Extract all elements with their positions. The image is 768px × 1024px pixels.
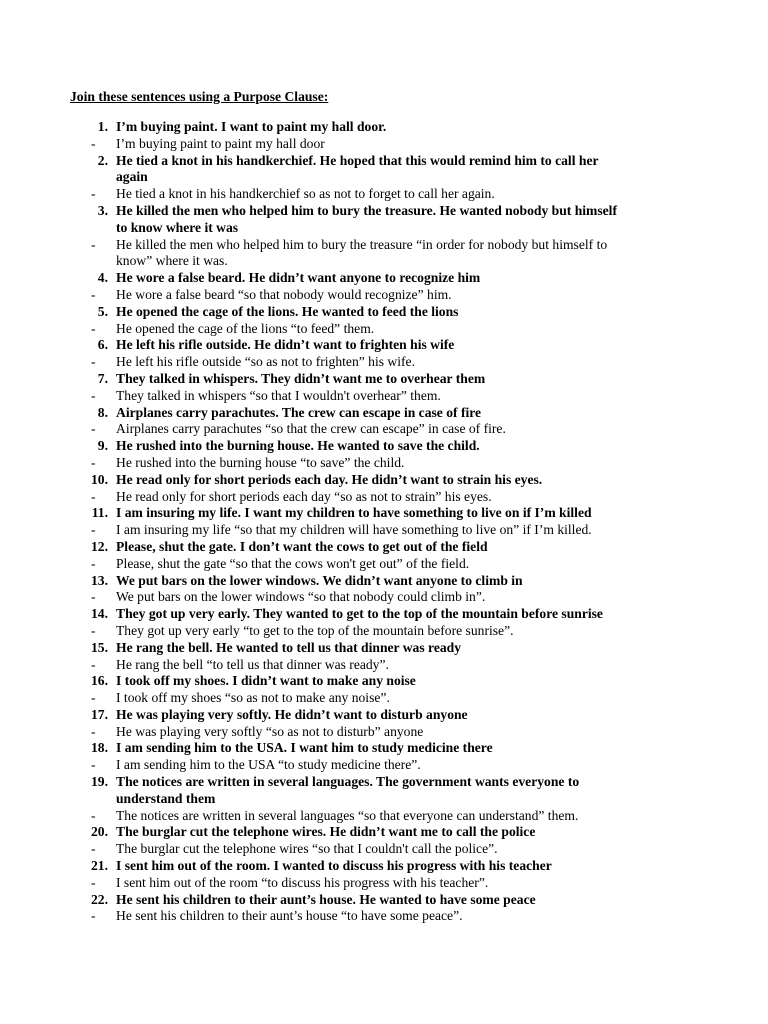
item-number: 20. bbox=[91, 824, 108, 840]
answer-text: He wore a false beard “so that nobody would recognize” him. bbox=[116, 286, 452, 302]
question-line bbox=[0, 220, 768, 237]
item-number: 5. bbox=[97, 303, 108, 319]
question-text: We put bars on the lower windows. We didn’t want anyone to climb in bbox=[116, 572, 523, 588]
answer-line bbox=[0, 724, 768, 741]
item-number: 21. bbox=[91, 858, 108, 874]
question-line bbox=[0, 539, 768, 556]
item-number: 10. bbox=[91, 471, 108, 487]
answer-dash: - bbox=[91, 656, 96, 672]
question-text: Please, shut the gate. I don’t want the cows to get out of the field bbox=[116, 538, 488, 554]
item-number: 12. bbox=[91, 538, 108, 554]
question-line bbox=[0, 169, 768, 186]
question-text: He killed the men who helped him to bury the treasure. He wanted nobody but himself bbox=[116, 202, 617, 218]
answer-dash: - bbox=[91, 186, 96, 202]
question-text: I sent him out of the room. I wanted to discuss his progress with his teacher bbox=[116, 858, 552, 874]
item-number: 17. bbox=[91, 706, 108, 722]
question-text: He left his rifle outside. He didn’t want to frighten his wife bbox=[116, 337, 455, 353]
question-line bbox=[0, 824, 768, 841]
answer-text: We put bars on the lower windows “so that nobody could climb in”. bbox=[116, 589, 486, 605]
answer-dash: - bbox=[91, 522, 96, 538]
answer-line bbox=[0, 623, 768, 640]
item-number: 1. bbox=[97, 119, 108, 134]
answer-dash: - bbox=[91, 555, 96, 571]
answer-dash: - bbox=[91, 421, 96, 437]
question-line bbox=[0, 892, 768, 909]
answer-text: Please, shut the gate “so that the cows won't get out” of the field. bbox=[116, 555, 470, 571]
question-line bbox=[0, 707, 768, 724]
item-number: 6. bbox=[97, 337, 108, 353]
answer-line bbox=[0, 841, 768, 858]
question-text: again bbox=[116, 169, 148, 185]
answer-text: He tied a knot in his handkerchief so as not to forget to call her again. bbox=[116, 186, 495, 202]
question-text: He wore a false beard. He didn’t want anyone to recognize him bbox=[116, 270, 481, 286]
answer-line bbox=[0, 757, 768, 774]
question-text: He tied a knot in his handkerchief. He hoped that this would remind him to call her bbox=[116, 152, 599, 168]
answer-line bbox=[0, 388, 768, 405]
question-line bbox=[0, 270, 768, 287]
answer-dash: - bbox=[91, 589, 96, 605]
item-number: 9. bbox=[97, 438, 108, 454]
exercise-list bbox=[0, 119, 768, 925]
worksheet-title: Join these sentences using a Purpose Clause: bbox=[70, 89, 329, 104]
answer-line bbox=[0, 908, 768, 925]
question-line bbox=[0, 606, 768, 623]
answer-line bbox=[0, 186, 768, 203]
answer-text: He rushed into the burning house “to save” the child. bbox=[116, 454, 405, 470]
question-text: He sent his children to their aunt’s house. He wanted to have some peace bbox=[116, 891, 536, 907]
answer-line bbox=[0, 589, 768, 606]
answer-dash: - bbox=[91, 757, 96, 773]
answer-text: know” where it was. bbox=[116, 253, 228, 269]
question-text: He rushed into the burning house. He wanted to save the child. bbox=[116, 438, 480, 454]
answer-dash: - bbox=[91, 690, 96, 706]
question-text: to know where it was bbox=[116, 219, 239, 235]
question-text: understand them bbox=[116, 790, 216, 806]
answer-dash: - bbox=[91, 354, 96, 370]
answer-text: I am insuring my life “so that my children will have something to live on” if I’m killed. bbox=[116, 522, 592, 538]
answer-line bbox=[0, 657, 768, 674]
item-number: 19. bbox=[91, 774, 108, 790]
answer-line bbox=[0, 253, 768, 270]
question-text: He opened the cage of the lions. He wanted to feed the lions bbox=[116, 303, 459, 319]
answer-line bbox=[0, 287, 768, 304]
answer-line bbox=[0, 321, 768, 338]
answer-dash: - bbox=[91, 320, 96, 336]
question-line bbox=[0, 740, 768, 757]
question-line bbox=[0, 858, 768, 875]
answer-line bbox=[0, 421, 768, 438]
answer-text: Airplanes carry parachutes “so that the crew can escape” in case of fire. bbox=[116, 421, 506, 437]
question-text: The notices are written in several languages. The government wants everyone to bbox=[116, 774, 580, 790]
question-line bbox=[0, 774, 768, 791]
answer-text: He rang the bell “to tell us that dinner was ready”. bbox=[116, 656, 389, 672]
item-number: 7. bbox=[97, 370, 108, 386]
question-text: He rang the bell. He wanted to tell us that dinner was ready bbox=[116, 639, 462, 655]
question-line bbox=[0, 371, 768, 388]
answer-dash: - bbox=[91, 236, 96, 252]
answer-text: He killed the men who helped him to bury the treasure “in order for nobody but himself to bbox=[116, 236, 608, 252]
answer-line bbox=[0, 690, 768, 707]
answer-line bbox=[0, 875, 768, 892]
question-text: They got up very early. They wanted to get to the top of the mountain before sunrise bbox=[116, 606, 603, 622]
question-text: He was playing very softly. He didn’t want to disturb anyone bbox=[116, 706, 468, 722]
answer-dash: - bbox=[91, 488, 96, 504]
answer-text: The burglar cut the telephone wires “so that I couldn't call the police”. bbox=[116, 841, 498, 857]
answer-text: I’m buying paint to paint my hall door bbox=[116, 135, 325, 151]
item-number: 3. bbox=[97, 202, 108, 218]
question-text: I am insuring my life. I want my children to have something to live on if I’m killed bbox=[116, 505, 592, 521]
item-number: 18. bbox=[91, 740, 108, 756]
answer-line bbox=[0, 237, 768, 254]
answer-line bbox=[0, 455, 768, 472]
question-line bbox=[0, 573, 768, 590]
question-line bbox=[0, 304, 768, 321]
question-text: I am sending him to the USA. I want him to study medicine there bbox=[116, 740, 493, 756]
answer-text: He sent his children to their aunt’s house “to have some peace”. bbox=[116, 908, 463, 924]
answer-text: He opened the cage of the lions “to feed” them. bbox=[116, 320, 375, 336]
question-line bbox=[0, 119, 768, 136]
question-text: I took off my shoes. I didn’t want to make any noise bbox=[116, 673, 416, 689]
item-number: 4. bbox=[97, 270, 108, 286]
answer-dash: - bbox=[91, 723, 96, 739]
item-number: 2. bbox=[97, 152, 108, 168]
answer-text: I took off my shoes “so as not to make any noise”. bbox=[116, 690, 390, 706]
question-line bbox=[0, 505, 768, 522]
answer-dash: - bbox=[91, 807, 96, 823]
question-line bbox=[0, 438, 768, 455]
answer-line bbox=[0, 354, 768, 371]
answer-line bbox=[0, 556, 768, 573]
answer-dash: - bbox=[91, 387, 96, 403]
answer-line bbox=[0, 522, 768, 539]
answer-text: I am sending him to the USA “to study medicine there”. bbox=[116, 757, 421, 773]
answer-text: He was playing very softly “so as not to disturb” anyone bbox=[116, 723, 424, 739]
answer-line bbox=[0, 808, 768, 825]
question-line bbox=[0, 472, 768, 489]
item-number: 13. bbox=[91, 572, 108, 588]
answer-dash: - bbox=[91, 622, 96, 638]
answer-text: The notices are written in several languages “so that everyone can understand” them. bbox=[116, 807, 579, 823]
item-number: 14. bbox=[91, 606, 108, 622]
item-number: 15. bbox=[91, 639, 108, 655]
item-number: 16. bbox=[91, 673, 108, 689]
answer-text: They got up very early “to get to the top of the mountain before sunrise”. bbox=[116, 622, 514, 638]
question-text: I’m buying paint. I want to paint my hall door. bbox=[116, 119, 387, 134]
question-text: Airplanes carry parachutes. The crew can escape in case of fire bbox=[116, 404, 482, 420]
question-line bbox=[0, 203, 768, 220]
item-number: 8. bbox=[97, 404, 108, 420]
answer-text: They talked in whispers “so that I wouldn't overhear” them. bbox=[116, 387, 441, 403]
question-line bbox=[0, 673, 768, 690]
question-line bbox=[0, 640, 768, 657]
answer-dash: - bbox=[91, 874, 96, 890]
item-number: 22. bbox=[91, 891, 108, 907]
answer-text: He read only for short periods each day “so as not to strain” his eyes. bbox=[116, 488, 492, 504]
answer-dash: - bbox=[91, 135, 96, 151]
answer-dash: - bbox=[91, 908, 96, 924]
answer-text: He left his rifle outside “so as not to frighten” his wife. bbox=[116, 354, 415, 370]
question-text: He read only for short periods each day. He didn’t want to strain his eyes. bbox=[116, 471, 543, 487]
answer-dash: - bbox=[91, 841, 96, 857]
question-text: The burglar cut the telephone wires. He didn’t want me to call the police bbox=[116, 824, 536, 840]
answer-dash: - bbox=[91, 454, 96, 470]
item-number: 11. bbox=[91, 505, 108, 521]
answer-dash: - bbox=[91, 286, 96, 302]
question-line bbox=[0, 405, 768, 422]
question-text: They talked in whispers. They didn’t want me to overhear them bbox=[116, 370, 486, 386]
answer-text: I sent him out of the room “to discuss his progress with his teacher”. bbox=[116, 874, 489, 890]
answer-line bbox=[0, 136, 768, 153]
question-line bbox=[0, 791, 768, 808]
answer-line bbox=[0, 489, 768, 506]
question-line bbox=[0, 337, 768, 354]
question-line bbox=[0, 153, 768, 170]
